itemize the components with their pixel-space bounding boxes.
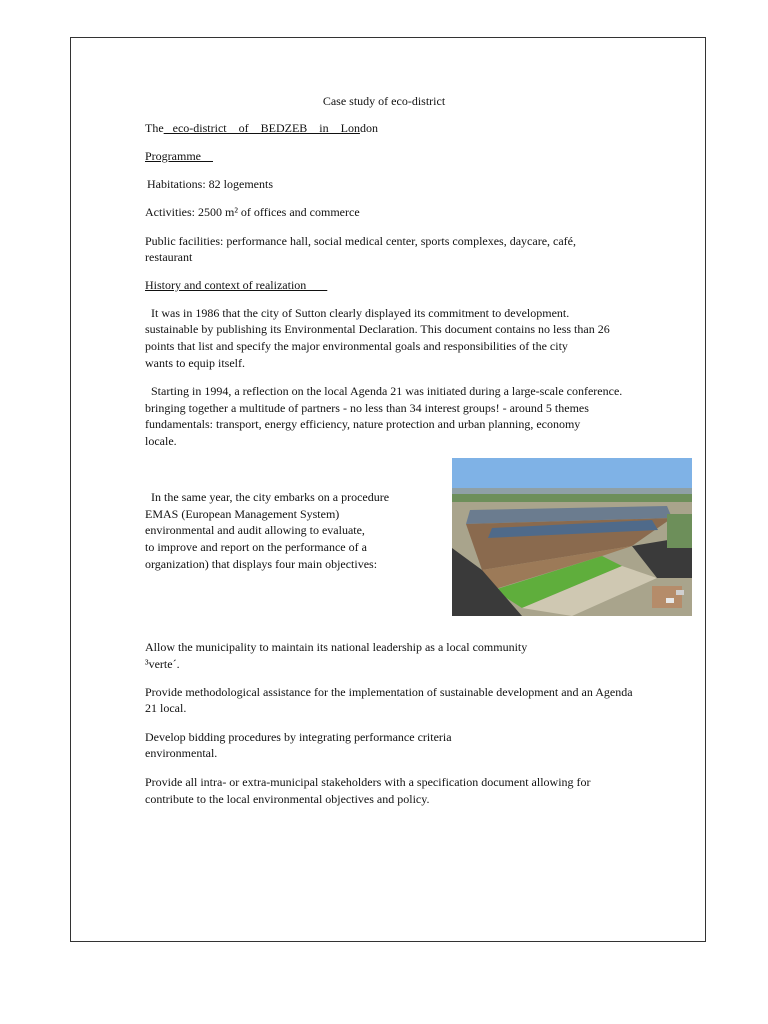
history-p1-line-1: It was in 1986 that the city of Sutton clearly displayed its commitment to development.: [145, 306, 570, 320]
document-title: Case study of eco-district: [322, 94, 446, 108]
objective-4-line-1: Provide all intra- or extra-municipal stakeholders with a specification document allowing for: [145, 775, 591, 789]
history-p2-line-4: locale.: [145, 434, 177, 448]
objective-1-line-1: Allow the municipality to maintain its national leadership as a local community: [145, 640, 528, 654]
subtitle: [145, 120, 378, 137]
history-p1-line-2: sustainable by publishing its Environmental Declaration. This document contains no less than 26: [145, 322, 610, 336]
history-p2-line-2: bringing together a multitude of partners - no less than 34 interest groups! - around 5 themes: [145, 401, 589, 415]
history-p1-line-4: wants to equip itself.: [145, 356, 245, 370]
objective-3-line-2: environmental.: [145, 746, 218, 760]
emas-line-3: environmental and audit allowing to evaluate,: [145, 523, 365, 537]
public-facilities-line-1: Public facilities: performance hall, social medical center, sports complexes, daycare, café,: [145, 234, 576, 248]
emas-line-4: to improve and report on the performance of a: [145, 540, 367, 554]
programme-heading: Programme: [145, 149, 213, 163]
history-p1-line-3: points that list and specify the major environmental goals and responsibilities of the city: [145, 339, 568, 353]
subtitle-lead: The: [145, 121, 164, 135]
subtitle-underlined: eco-district of BEDZEB in Lon: [163, 121, 360, 135]
public-facilities-line-2: restaurant: [145, 250, 193, 264]
history-p2-line-3: fundamentals: transport, energy efficiency, nature protection and urban planning, economy: [145, 417, 581, 431]
objective-1-line-2: ³verte´.: [145, 657, 180, 671]
history-p2-line-1: Starting in 1994, a reflection on the local Agenda 21 was initiated during a large-scale conference.: [145, 384, 623, 398]
objective-4-line-2: contribute to the local environmental objectives and policy.: [145, 792, 430, 806]
objective-2-line-1: Provide methodological assistance for the implementation of sustainable development and an Agenda: [145, 685, 633, 699]
emas-line-1: In the same year, the city embarks on a procedure: [145, 490, 390, 504]
history-heading: History and context of realization: [145, 278, 328, 292]
bedzed-aerial-photo: [452, 458, 692, 616]
objective-3-line-1: Develop bidding procedures by integrating performance criteria: [145, 730, 452, 744]
subtitle-tail: don: [359, 121, 378, 135]
emas-line-2: EMAS (European Management System): [145, 507, 340, 521]
habitations-line: Habitations: 82 logements: [147, 177, 273, 191]
emas-line-5: organization) that displays four main objectives:: [145, 557, 378, 571]
activities-line: Activities: 2500 m² of offices and commerce: [145, 205, 360, 219]
objective-2-line-2: 21 local.: [145, 701, 187, 715]
